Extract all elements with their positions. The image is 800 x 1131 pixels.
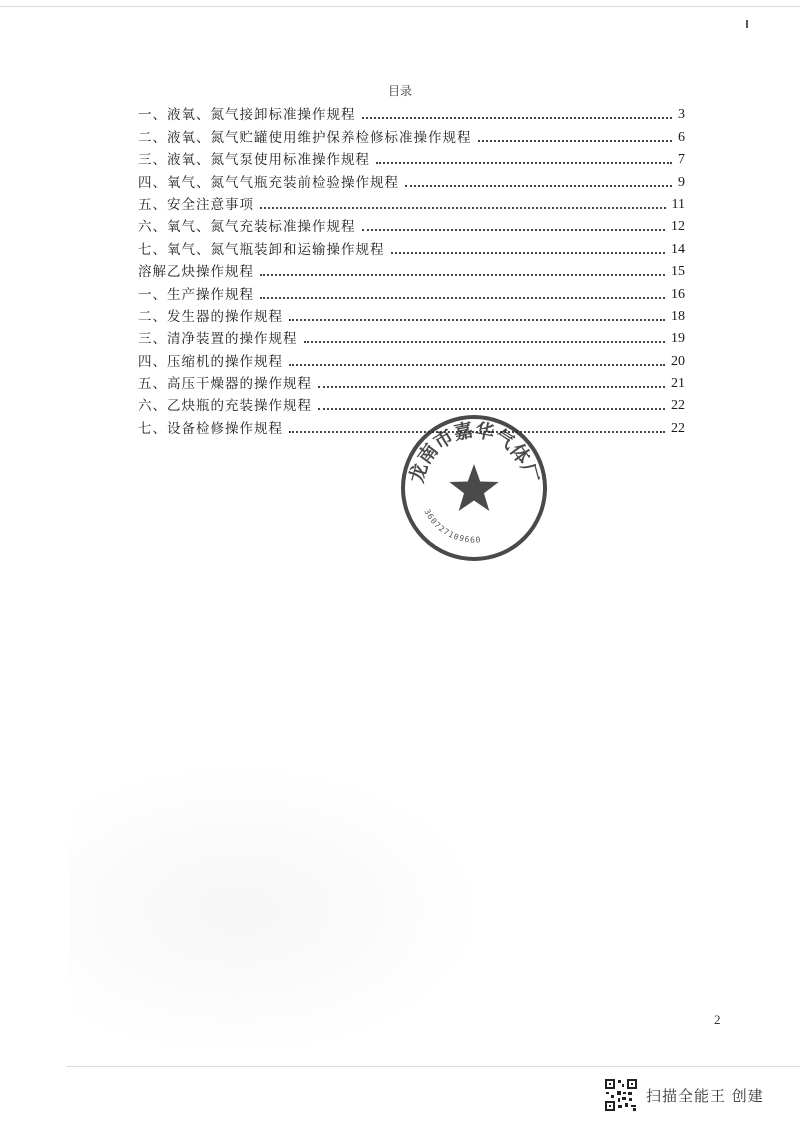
toc-entry [138,235,685,257]
qr-code-icon [604,1078,638,1112]
toc-entry [138,123,685,145]
toc-entry-label: 六、氧气、氮气充装标准操作规程 [138,219,356,236]
toc-entry [138,370,685,392]
seal-name: 龙南市嘉华气体厂 [405,419,543,486]
toc-entry-page: 18 [671,308,685,324]
toc-entry [138,325,685,347]
toc-entry-label: 二、液氧、氮气贮罐使用维护保养检修标准操作规程 [138,129,472,146]
toc-dot-leader [362,117,673,119]
toc-entry-label: 三、清净装置的操作规程 [138,331,298,348]
toc-entry [138,213,685,235]
toc-dot-leader [318,386,665,388]
toc-entry-page: 3 [678,107,685,123]
star-icon [449,464,498,511]
scan-shadow [70,760,490,1060]
scan-edge-top [0,6,800,7]
toc-entry-label: 溶解乙炔操作规程 [138,264,254,281]
toc-entry-page: 15 [671,264,685,280]
corner-mark [746,20,748,28]
toc-entry-page: 20 [671,353,685,369]
toc-entry-page: 14 [671,241,685,257]
toc-entry-page: 7 [678,152,685,168]
toc-entry [138,280,685,302]
toc-entry-label: 五、安全注意事项 [138,196,254,213]
toc-entry-label: 六、乙炔瓶的充装操作规程 [138,398,312,415]
toc-dot-leader [391,252,666,254]
scanner-watermark [604,1078,764,1112]
toc-entry-page: 22 [671,420,685,436]
toc-entry [138,168,685,190]
toc-dot-leader [289,319,665,321]
toc-dot-leader [289,364,665,366]
toc-entry-page: 16 [671,286,685,302]
toc-entry [138,101,685,123]
seal-code: 360727109660 [422,507,482,545]
toc-entry-page: 22 [671,398,685,414]
toc-dot-leader [304,341,666,343]
toc-dot-leader [362,229,666,231]
watermark-text: 扫描全能王 创建 [646,1086,764,1105]
toc-dot-leader [376,162,672,164]
toc-entry [138,258,685,280]
toc-dot-leader [405,185,672,187]
toc-entry-page: 12 [671,219,685,235]
toc-entry [138,347,685,369]
company-seal [398,412,550,564]
toc-dot-leader [318,408,665,410]
toc-entry [138,191,685,213]
toc-title: 目录 [387,84,412,98]
toc-dot-leader [260,274,665,276]
toc-dot-leader [260,297,665,299]
toc-entry-label: 三、液氧、氮气泵使用标准操作规程 [138,152,370,169]
toc-entry-page: 19 [671,331,685,347]
toc-entry [138,303,685,325]
toc-entry-page: 6 [678,129,685,145]
toc-entry-page: 11 [671,196,685,212]
toc-entry-label: 二、发生器的操作规程 [138,308,283,325]
toc-entry-page: 9 [678,174,685,190]
toc-entry-label: 一、液氧、氮气接卸标准操作规程 [138,107,356,124]
toc-entry-label: 七、氧气、氮气瓶装卸和运输操作规程 [138,241,385,258]
toc-dot-leader [260,207,666,209]
table-of-contents [138,101,685,437]
page-number: 2 [714,1012,721,1027]
scan-edge-bottom [66,1066,800,1067]
toc-entry-label: 四、压缩机的操作规程 [138,353,283,370]
toc-entry-label: 四、氧气、氮气气瓶充装前检验操作规程 [138,174,399,191]
toc-entry-label: 五、高压干燥器的操作规程 [138,376,312,393]
toc-dot-leader [478,140,673,142]
toc-entry [138,146,685,168]
toc-entry-page: 21 [671,376,685,392]
toc-entry-label: 七、设备检修操作规程 [138,420,283,437]
toc-entry-label: 一、生产操作规程 [138,286,254,303]
